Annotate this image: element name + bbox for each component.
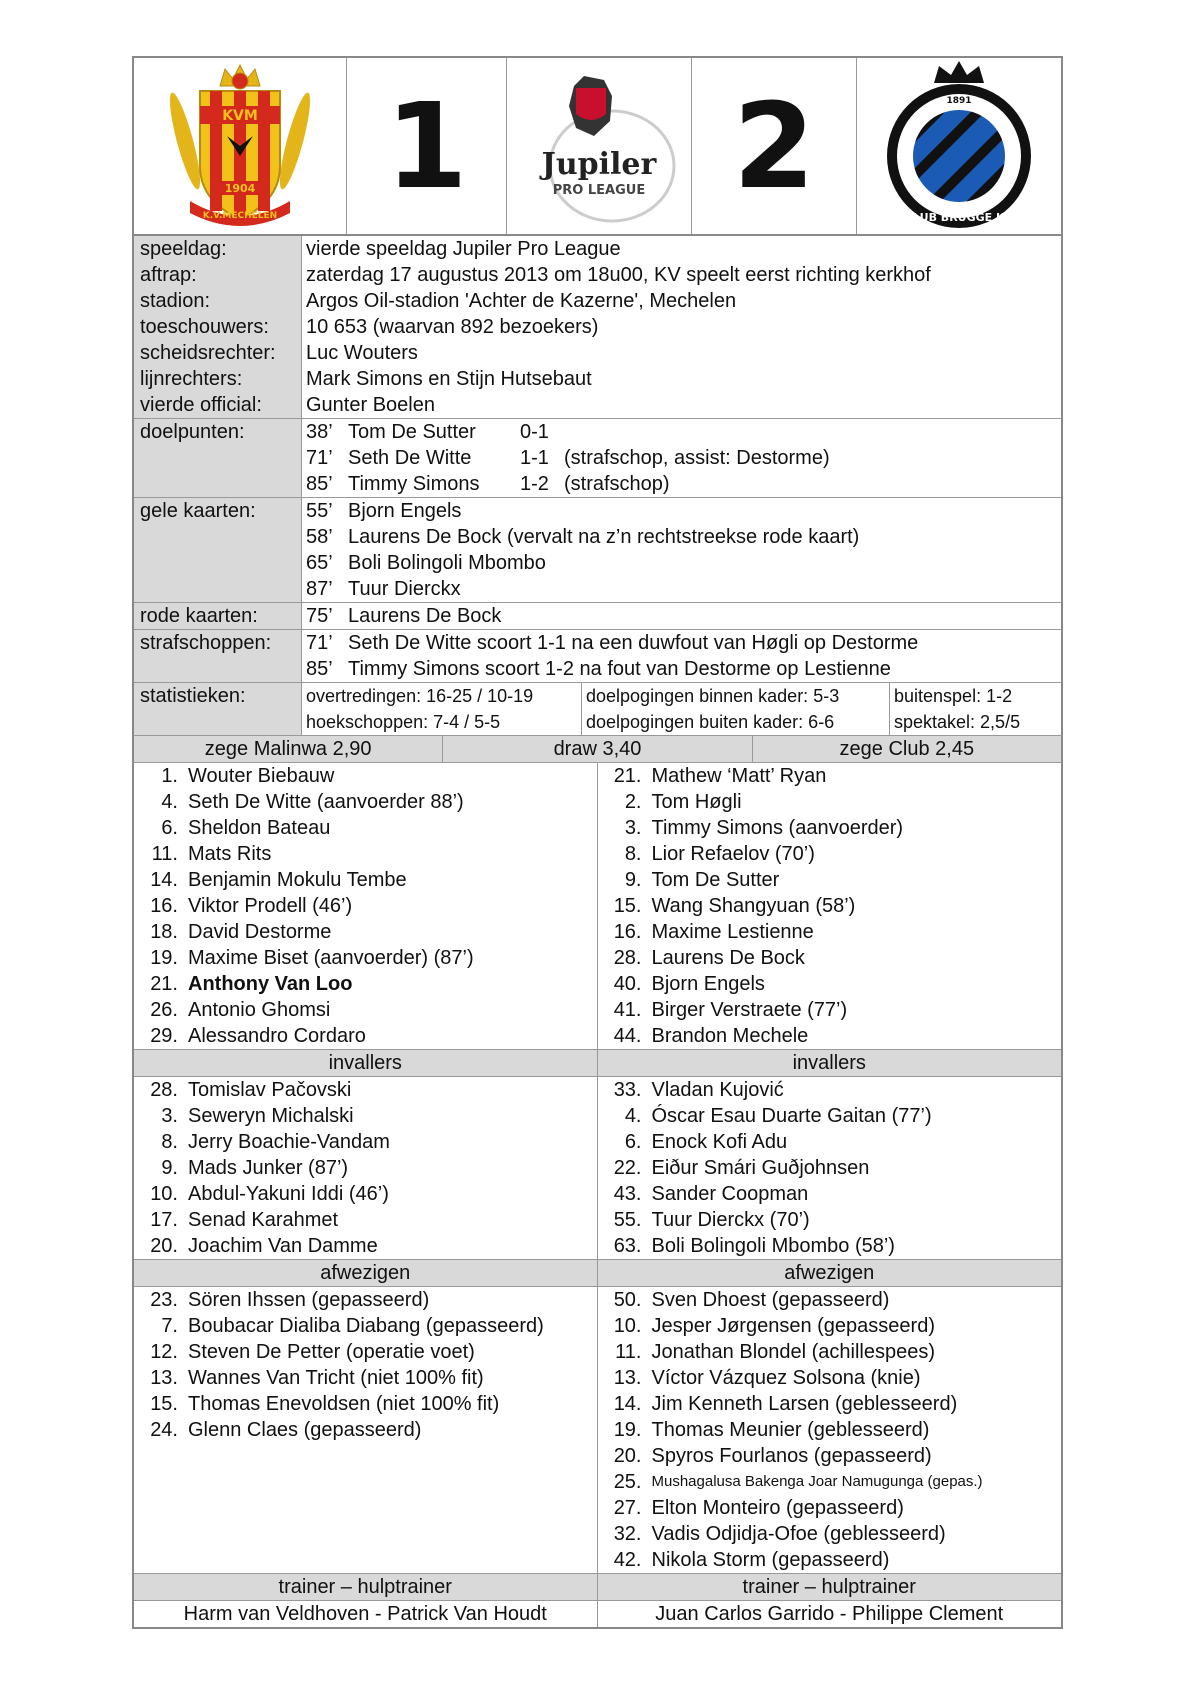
away-crest-name: CLUB BRUGGE KV [904,211,1014,224]
goal-row: 38’ Tom De Sutter 0-1 [306,421,549,443]
home-subs-title: invallers [134,1049,597,1077]
info-label-aftrap: aftrap: [140,264,197,286]
player-row: 21. Anthony Van Loo [150,973,353,995]
away-lineup [598,763,1062,1627]
player-row: 26. Antonio Ghomsi [150,999,331,1021]
away-coach-title: trainer – hulptrainer [598,1573,1062,1601]
penalties-label: strafschoppen: [134,630,302,682]
player-row: 6. Sheldon Bateau [161,817,331,839]
player-row: 19. Maxime Biset (aanvoerder) (87’) [150,947,474,969]
player-row: 22. Eiður Smári Guðjohnsen [613,1157,870,1179]
betting-odds [132,735,1063,763]
home-absent [134,1287,597,1573]
player-row: 16. Maxime Lestienne [613,921,814,943]
red-card-row: 75’ Laurens De Bock [306,605,502,627]
stats-column: doelpogingen binnen kader: 5-3 doelpogingen buiten kader: 6-6 [582,683,890,735]
player-row: 10. Jesper Jørgensen (gepasseerd) [613,1315,935,1337]
player-row: 12. Steven De Petter (operatie voet) [150,1341,475,1363]
player-row: 6. Enock Kofi Adu [624,1131,788,1153]
info-block [134,236,1061,419]
info-label-vierde-official: vierde official: [140,394,262,416]
player-row: 23. Sören Ihssen (gepasseerd) [150,1289,430,1311]
match-info [132,236,1063,735]
home-crest-name: K.V.MECHELEN [202,211,278,221]
kv-mechelen-crest-icon [165,61,315,231]
player-row: 63. Boli Bolingoli Mbombo (58’) [613,1235,895,1257]
player-row: 20. Spyros Fourlanos (gepasseerd) [613,1445,932,1467]
yellow-card-row: 87’ Tuur Dierckx [306,578,461,600]
player-row: 50. Sven Dhoest (gepasseerd) [613,1289,890,1311]
info-label-stadion: stadion: [140,290,211,312]
player-row: 17. Senad Karahmet [150,1209,339,1231]
yellow-card-row: 65’ Boli Bolingoli Mbombo [306,552,546,574]
jupiler-pro-league-logo-icon [514,66,684,226]
penalties-block [134,630,1061,683]
player-row: 13. Víctor Vázquez Solsona (knie) [613,1367,921,1389]
goals-block [134,419,1061,498]
player-row: 40. Bjorn Engels [613,973,765,995]
info-value-aftrap: zaterdag 17 augustus 2013 om 18u00, KV speelt eerst richting kerkhof [306,264,931,286]
player-row: 29. Alessandro Cordaro [150,1025,366,1047]
player-row: 42. Nikola Storm (gepasseerd) [613,1549,890,1571]
home-crest-initials: KVM [222,108,258,124]
away-absent [598,1287,1062,1573]
player-row: 44. Brandon Mechele [613,1025,809,1047]
player-row: 14. Jim Kenneth Larsen (geblesseerd) [613,1393,958,1415]
info-value-vierde-official: Gunter Boelen [306,394,435,416]
away-starters [598,763,1062,1049]
player-row: 28. Laurens De Bock [613,947,805,969]
home-coach-title: trainer – hulptrainer [134,1573,597,1601]
match-report [132,56,1063,1629]
player-row: 4. Seth De Witte (aanvoerder 88’) [161,791,464,813]
player-row: 3. Timmy Simons (aanvoerder) [624,817,904,839]
info-value-speeldag: vierde speeldag Jupiler Pro League [306,238,621,260]
info-label-speeldag: speeldag: [140,238,227,260]
info-label-toeschouwers: toeschouwers: [140,316,269,338]
red-cards-label: rode kaarten: [134,603,302,629]
player-row: 2. Tom Høgli [624,791,742,813]
yellow-cards-block [134,498,1061,603]
odds-home: zege Malinwa 2,90 [134,736,443,762]
odds-away: zege Club 2,45 [839,738,975,760]
goal-row: 71’ Seth De Witte 1-1 (strafschop, assist: Destorme) [306,447,830,469]
player-row: 7. Boubacar Dialiba Diabang (gepasseerd) [161,1315,544,1337]
player-row: 4. Óscar Esau Duarte Gaitan (77’) [624,1105,932,1127]
yellow-cards-label: gele kaarten: [134,498,302,602]
away-crest [857,58,1061,234]
stats-column: overtredingen: 16-25 / 10-19 hoekschoppen: 7-4 / 5-5 [302,683,582,735]
player-row: 14. Benjamin Mokulu Tembe [150,869,407,891]
player-row: 33. Vladan Kujović [613,1079,784,1101]
goal-row: 85’ Timmy Simons 1-2 (strafschop) [306,473,670,495]
home-subs [134,1077,597,1259]
player-row: 3. Seweryn Michalski [161,1105,354,1127]
player-row: 8. Jerry Boachie-Vandam [161,1131,390,1153]
player-row: 24. Glenn Claes (gepasseerd) [150,1419,422,1441]
info-value-lijnrechters: Mark Simons en Stijn Hutsebaut [306,368,592,390]
player-row: 9. Mads Junker (87’) [161,1157,349,1179]
info-label-scheidsrechter: scheidsrechter: [140,342,276,364]
home-absent-title: afwezigen [134,1259,597,1287]
player-row: 41. Birger Verstraete (77’) [613,999,848,1021]
player-row: 15. Thomas Enevoldsen (niet 100% fit) [150,1393,500,1415]
player-row: 21. Mathew ‘Matt’ Ryan [613,765,827,787]
league-logo [507,58,692,234]
info-value-toeschouwers: 10 653 (waarvan 892 bezoekers) [306,316,599,338]
yellow-card-row: 58’ Laurens De Bock (vervalt na z’n rechtstreekse rode kaart) [306,526,860,548]
away-subs [598,1077,1062,1259]
home-crest-year: 1904 [224,182,256,195]
player-row: 32. Vadis Odjidja-Ofoe (geblesseerd) [613,1523,946,1545]
player-row: 28. Tomislav Pačovski [150,1079,352,1101]
score-header [132,56,1063,236]
player-row: 25. Mushagalusa Bakenga Joar Namugunga (gepas.) [613,1471,983,1493]
away-absent-title: afwezigen [598,1259,1062,1287]
player-row: 9. Tom De Sutter [624,869,780,891]
player-row: 1. Wouter Biebauw [161,765,335,787]
league-logo-subtitle: PRO LEAGUE [552,183,646,198]
info-value-stadion: Argos Oil-stadion 'Achter de Kazerne', Mechelen [306,290,737,312]
league-logo-name: Jupiler [541,147,657,182]
stats-block [134,683,1061,735]
home-coaches: Harm van Veldhoven - Patrick Van Houdt [183,1603,547,1625]
player-row: 55. Tuur Dierckx (70’) [613,1209,810,1231]
player-row: 18. David Destorme [150,921,332,943]
penalty-row: 85’ Timmy Simons scoort 1-2 na fout van Destorme op Lestienne [306,658,891,680]
club-brugge-crest-icon [879,61,1039,231]
stats-column: buitenspel: 1-2 spektakel: 2,5/5 [894,686,1021,732]
away-subs-title: invallers [598,1049,1062,1077]
away-crest-year: 1891 [946,96,972,106]
player-row: 15. Wang Shangyuan (58’) [613,895,856,917]
info-value-scheidsrechter: Luc Wouters [306,342,418,364]
info-label-lijnrechters: lijnrechters: [140,368,243,390]
player-row: 11. Jonathan Blondel (achillespees) [615,1341,936,1363]
player-row: 11. Mats Rits [151,843,272,865]
home-starters [134,763,597,1049]
yellow-card-row: 55’ Bjorn Engels [306,500,462,522]
player-row: 13. Wannes Van Tricht (niet 100% fit) [150,1367,484,1389]
player-row: 27. Elton Monteiro (gepasseerd) [613,1497,904,1519]
odds-draw: draw 3,40 [443,736,752,762]
player-row: 8. Lior Refaelov (70’) [624,843,815,865]
home-lineup [134,763,598,1627]
home-score: 1 [347,58,507,234]
home-crest [134,58,347,234]
lineups [132,763,1063,1629]
stats-label: statistieken: [134,683,302,735]
player-row: 20. Joachim Van Damme [150,1235,378,1257]
player-row: 10. Abdul-Yakuni Iddi (46’) [150,1183,389,1205]
player-row: 16. Viktor Prodell (46’) [150,895,353,917]
red-cards-block [134,603,1061,630]
player-row: 43. Sander Coopman [613,1183,809,1205]
goals-label: doelpunten: [134,419,302,497]
away-score: 2 [692,58,857,234]
away-coaches: Juan Carlos Garrido - Philippe Clement [655,1603,1004,1625]
player-row: 19. Thomas Meunier (geblesseerd) [613,1419,930,1441]
penalty-row: 71’ Seth De Witte scoort 1-1 na een duwfout van Høgli op Destorme [306,632,919,654]
